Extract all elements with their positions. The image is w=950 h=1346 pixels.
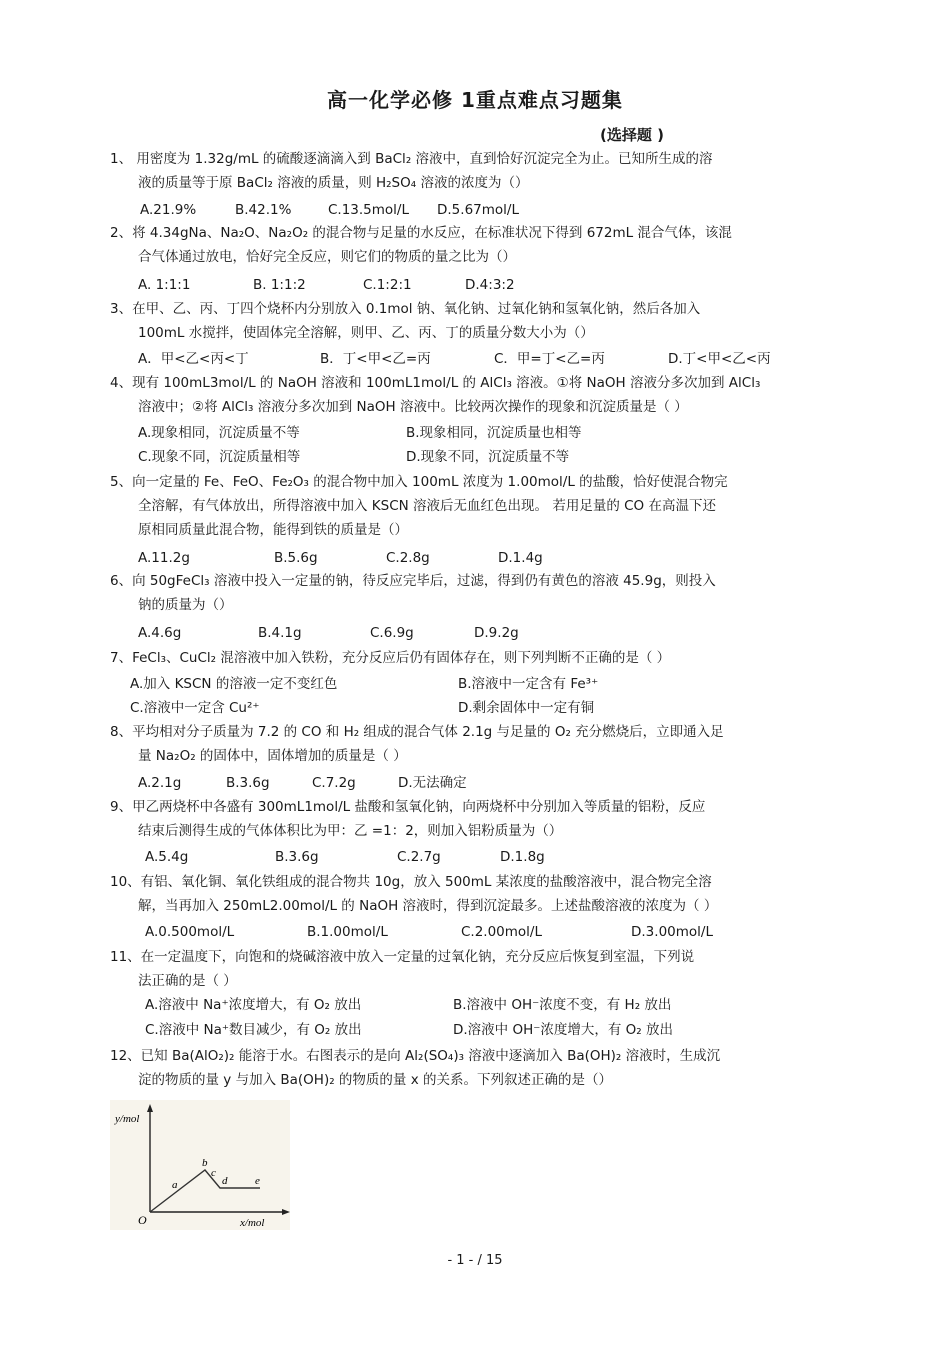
option-d: D.3.00mol/L (631, 924, 713, 940)
question-2 (110, 221, 840, 269)
option-c: C.13.5mol/L (328, 202, 410, 218)
option-a: A.21.9% (140, 202, 197, 218)
option-d: D.1.4g (498, 550, 543, 566)
section-subtitle: (选择题 ) (600, 126, 664, 144)
option-c: C．甲=丁<乙=丙 (494, 351, 605, 367)
question-1-line-1: 1、 用密度为 1.32g/mL 的硫酸逐滴滴入到 BaCl₂ 溶液中，直到恰好沉淀完全为止。已知所生成的溶 (110, 151, 713, 167)
option-a: A.4.6g (138, 625, 182, 641)
question-5-line-1: 5、向一定量的 Fe、FeO、Fe₂O₃ 的混合物中加入 100mL 浓度为 1.00mol/L 的盐酸，恰好使混合物完 (110, 474, 728, 490)
point-e-label: e (255, 1175, 260, 1187)
question-11-line-2: 法正确的是（ ） (138, 973, 237, 989)
question-3 (110, 297, 840, 345)
question-10 (110, 870, 840, 918)
option-b: B.溶液中一定含有 Fe³⁺ (458, 676, 599, 692)
option-a: A.0.500mol/L (145, 924, 235, 940)
question-10-line-1: 10、有铝、氧化铜、氧化铁组成的混合物共 10g，放入 500mL 某浓度的盐酸溶液中，混合物完全溶 (110, 874, 712, 890)
option-b: B.4.1g (258, 625, 302, 641)
question-4 (110, 371, 840, 419)
option-d: D.1.8g (500, 849, 545, 865)
point-d-label: d (222, 1175, 228, 1187)
question-5-line-2: 全溶解，有气体放出，所得溶液中加入 KSCN 溶液后无血红色出现。 若用足量的 CO 在高温下还 (138, 498, 716, 514)
option-d: D.9.2g (474, 625, 519, 641)
option-d: D.溶液中 OH⁻浓度增大，有 O₂ 放出 (453, 1022, 674, 1038)
question-12-line-1: 12、已知 Ba(AlO₂)₂ 能溶于水。右图表示的是向 Al₂(SO₄)₃ 溶液中逐滴加入 Ba(OH)₂ 溶液时，生成沉 (110, 1048, 721, 1064)
option-d: D.剩余固体中一定有铜 (458, 700, 595, 716)
question-7-line-1: 7、FeCl₃、CuCl₂ 混溶液中加入铁粉，充分反应后仍有固体存在，则下列判断不正确的是（ ） (110, 650, 671, 666)
question-11-line-1: 11、在一定温度下，向饱和的烧碱溶液中放入一定量的过氧化钠，充分反应后恢复到室温，下列说 (110, 949, 695, 965)
question-4-line-1: 4、现有 100mL3mol/L 的 NaOH 溶液和 100mL1mol/L 的 AlCl₃ 溶液。①将 NaOH 溶液分多次加到 AlCl₃ (110, 375, 761, 391)
option-b: B.42.1% (235, 202, 292, 218)
page-title: 高一化学必修 1重点难点习题集 (327, 88, 623, 112)
question-8-line-1: 8、平均相对分子质量为 7.2 的 CO 和 H₂ 组成的混合气体 2.1g 与足量的 O₂ 充分燃烧后，立即通入足 (110, 724, 724, 740)
option-a: A.现象相同，沉淀质量不等 (138, 425, 300, 441)
question-6 (110, 569, 840, 617)
question-8 (110, 720, 840, 768)
question-9-line-1: 9、甲乙两烧杯中各盛有 300mL1mol/L 盐酸和氢氧化钠，向两烧杯中分别加入等质量的铝粉，反应 (110, 799, 706, 815)
question-9 (110, 795, 840, 843)
question-1 (110, 147, 840, 195)
origin-label: O (138, 1213, 147, 1227)
question-6-line-1: 6、向 50gFeCl₃ 溶液中投入一定量的钠，待反应完毕后，过滤，得到仍有黄色的溶液 45.9g，则投入 (110, 573, 716, 589)
option-c: C.7.2g (312, 775, 356, 791)
option-b: B.现象相同，沉淀质量也相等 (406, 425, 582, 441)
option-b: B.3.6g (275, 849, 319, 865)
option-d: D.5.67mol/L (437, 202, 519, 218)
question-12 (110, 1044, 840, 1092)
point-a-label: a (172, 1179, 178, 1191)
question-5 (110, 470, 840, 542)
question-8-line-2: 量 Na₂O₂ 的固体中，固体增加的质量是（ ） (138, 748, 407, 764)
question-4-line-2: 溶液中；②将 AlCl₃ 溶液分多次加到 NaOH 溶液中。比较两次操作的现象和沉淀质量是（ ） (138, 399, 688, 415)
option-c: C.2.00mol/L (461, 924, 543, 940)
option-a: A.溶液中 Na⁺浓度增大，有 O₂ 放出 (145, 997, 362, 1013)
question-1-line-2: 液的质量等于原 BaCl₂ 溶液的质量，则 H₂SO₄ 溶液的浓度为（） (138, 175, 529, 191)
option-a: A.2.1g (138, 775, 182, 791)
y-axis-label: y/mol (115, 1113, 140, 1125)
option-c: C.现象不同，沉淀质量相等 (138, 449, 301, 465)
option-a: A.11.2g (138, 550, 190, 566)
point-b-label: b (202, 1157, 208, 1169)
question-3-line-2: 100mL 水搅拌，使固体完全溶解，则甲、乙、丙、丁的质量分数大小为（） (138, 325, 594, 341)
option-b: B．丁<甲<乙=丙 (320, 351, 431, 367)
option-b: B.1.00mol/L (307, 924, 388, 940)
option-c: C.1:2:1 (363, 277, 412, 293)
option-a: A. 1:1:1 (138, 277, 191, 293)
option-b: B. 1:1:2 (253, 277, 306, 293)
page-number: - 1 - / 15 (447, 1253, 503, 1268)
question-10-line-2: 解，当再加入 250mL2.00mol/L 的 NaOH 溶液时，得到沉淀最多。上述盐酸溶液的浓度为（ ） (138, 898, 718, 914)
option-c: C.2.7g (397, 849, 441, 865)
x-axis-label: x/mol (240, 1217, 265, 1229)
option-a: A．甲<乙<丙<丁 (138, 351, 249, 367)
question-11 (110, 945, 840, 993)
question-2-line-1: 2、将 4.34gNa、Na₂O、Na₂O₂ 的混合物与足量的水反应，在标准状况下得到 672mL 混合气体，该混 (110, 225, 732, 241)
option-d: D.现象不同，沉淀质量不等 (406, 449, 570, 465)
point-c-label: c (211, 1167, 216, 1179)
option-c: C.6.9g (370, 625, 414, 641)
option-d: D.4:3:2 (465, 277, 515, 293)
question-9-line-2: 结束后测得生成的气体体积比为甲：乙 =1：2，则加入铝粉质量为（） (138, 823, 563, 839)
question-5-line-3: 原相同质量此混合物，能得到铁的质量是（） (138, 522, 408, 538)
option-a: A.5.4g (145, 849, 189, 865)
option-b: B.5.6g (274, 550, 318, 566)
question-6-line-2: 钠的质量为（） (138, 597, 233, 613)
option-b: B.溶液中 OH⁻浓度不变，有 H₂ 放出 (453, 997, 672, 1013)
question-2-line-2: 合气体通过放电，恰好完全反应，则它们的物质的量之比为（） (138, 249, 516, 265)
option-c: C.溶液中 Na⁺数目减少，有 O₂ 放出 (145, 1022, 362, 1038)
question-12-line-2: 淀的物质的量 y 与加入 Ba(OH)₂ 的物质的量 x 的关系。下列叙述正确的是（） (138, 1072, 612, 1088)
precipitate-graph (110, 1100, 290, 1230)
option-c: C.2.8g (386, 550, 430, 566)
option-c: C.溶液中一定含 Cu²⁺ (130, 700, 260, 716)
option-d: D.无法确定 (398, 775, 467, 791)
option-a: A.加入 KSCN 的溶液一定不变红色 (130, 676, 338, 692)
question-3-line-1: 3、在甲、乙、丙、丁四个烧杯内分别放入 0.1mol 钠、氧化钠、过氧化钠和氢氧化钠，然后各加入 (110, 301, 701, 317)
question-7 (110, 646, 840, 670)
option-d: D.丁<甲<乙<丙 (668, 351, 771, 367)
option-b: B.3.6g (226, 775, 270, 791)
